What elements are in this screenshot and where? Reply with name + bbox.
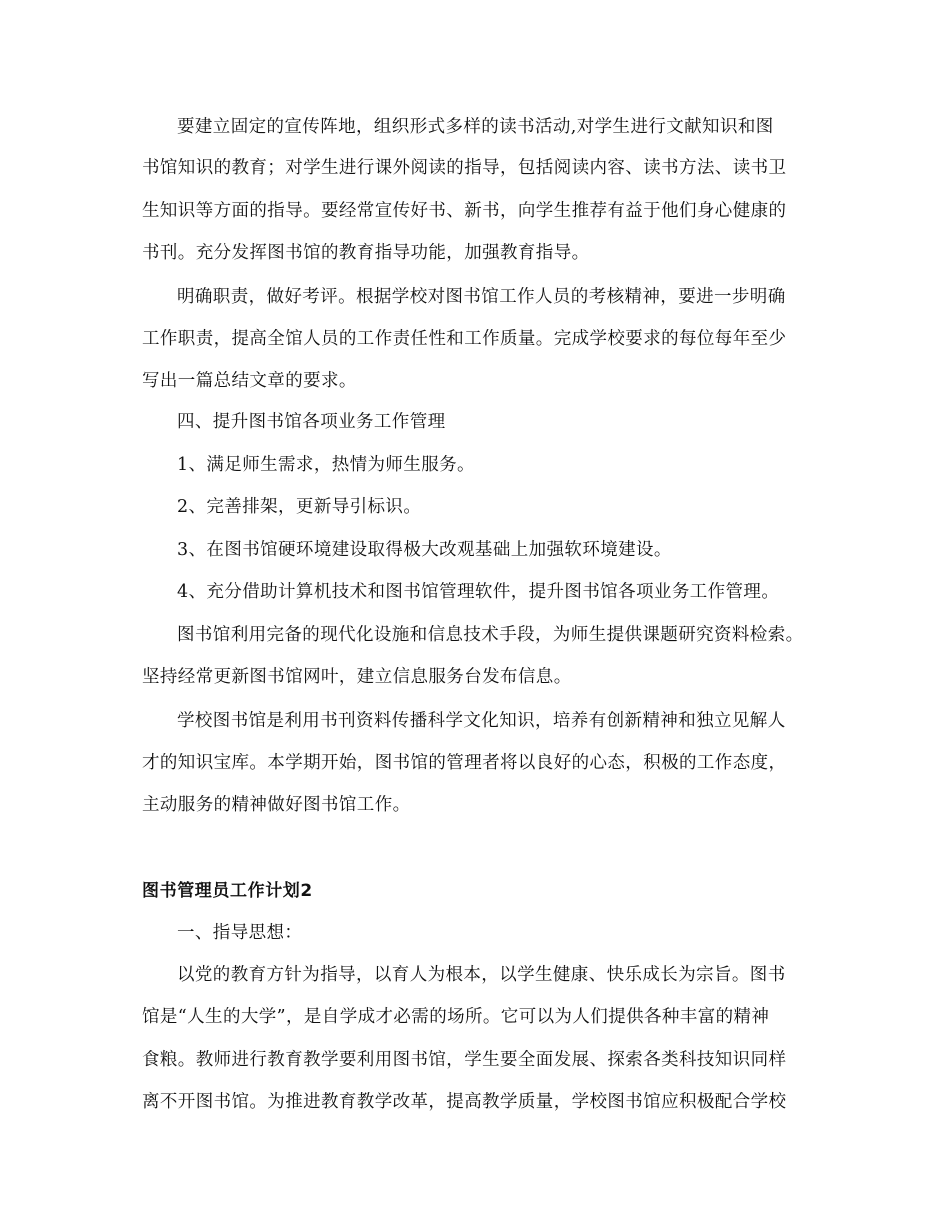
section-heading: 四、提升图书馆各项业务工作管理 xyxy=(177,412,446,432)
document-heading: 图书管理员工作计划2 xyxy=(142,881,313,901)
paragraph-line: 以党的教育方针为指导，以育人为根本，以学生健康、快乐成长为宗旨。图书 xyxy=(177,965,786,985)
list-item: 3、在图书馆硬环境建设取得极大改观基础上加强软环境建设。 xyxy=(177,540,672,560)
section-heading: 一、指导思想： xyxy=(177,923,303,943)
paragraph-line: 离不开图书馆。为推进教育教学改革，提高教学质量，学校图书馆应积极配合学校 xyxy=(142,1092,787,1112)
paragraph-line: 明确职责，做好考评。根据学校对图书馆工作人员的考核精神，要进一步明确 xyxy=(177,287,786,307)
list-item: 2、完善排架，更新导引标识。 xyxy=(177,497,422,517)
paragraph-line: 主动服务的精神做好图书馆工作。 xyxy=(142,795,411,815)
paragraph-line: 坚持经常更新图书馆网叶，建立信息服务台发布信息。 xyxy=(142,667,572,687)
paragraph-line: 要建立固定的宣传阵地，组织形式多样的读书活动,对学生进行文献知识和图 xyxy=(177,117,774,137)
paragraph-line: 工作职责，提高全馆人员的工作责任性和工作质量。完成学校要求的每位每年至少 xyxy=(142,329,787,349)
paragraph-line: 才的知识宝库。本学期开始，图书馆的管理者将以良好的心态，积极的工作态度， xyxy=(142,753,787,773)
paragraph-line: 书馆知识的教育；对学生进行课外阅读的指导，包括阅读内容、读书方法、读书卫 xyxy=(142,158,787,178)
paragraph-line: 学校图书馆是利用书刊资料传播科学文化知识，培养有创新精神和独立见解人 xyxy=(177,711,786,731)
list-item: 4、充分借助计算机技术和图书馆管理软件，提升图书馆各项业务工作管理。 xyxy=(177,582,780,602)
paragraph-line: 馆是“人生的大学”，是自学成才必需的场所。它可以为人们提供各种丰富的精神 xyxy=(142,1007,770,1027)
paragraph-line: 写出一篇总结文章的要求。 xyxy=(142,371,357,391)
list-item: 1、满足师生需求，热情为师生服务。 xyxy=(177,455,475,475)
paragraph-line: 书刊。充分发挥图书馆的教育指导功能，加强教育指导。 xyxy=(142,243,590,263)
paragraph-line: 生知识等方面的指导。要经常宣传好书、新书，向学生推荐有益于他们身心健康的 xyxy=(142,201,787,221)
paragraph-line: 食粮。教师进行教育教学要利用图书馆，学生要全面发展、探索各类科技知识同样 xyxy=(142,1050,787,1070)
paragraph-line: 图书馆利用完备的现代化设施和信息技术手段，为师生提供课题研究资料检索。 xyxy=(177,625,804,645)
